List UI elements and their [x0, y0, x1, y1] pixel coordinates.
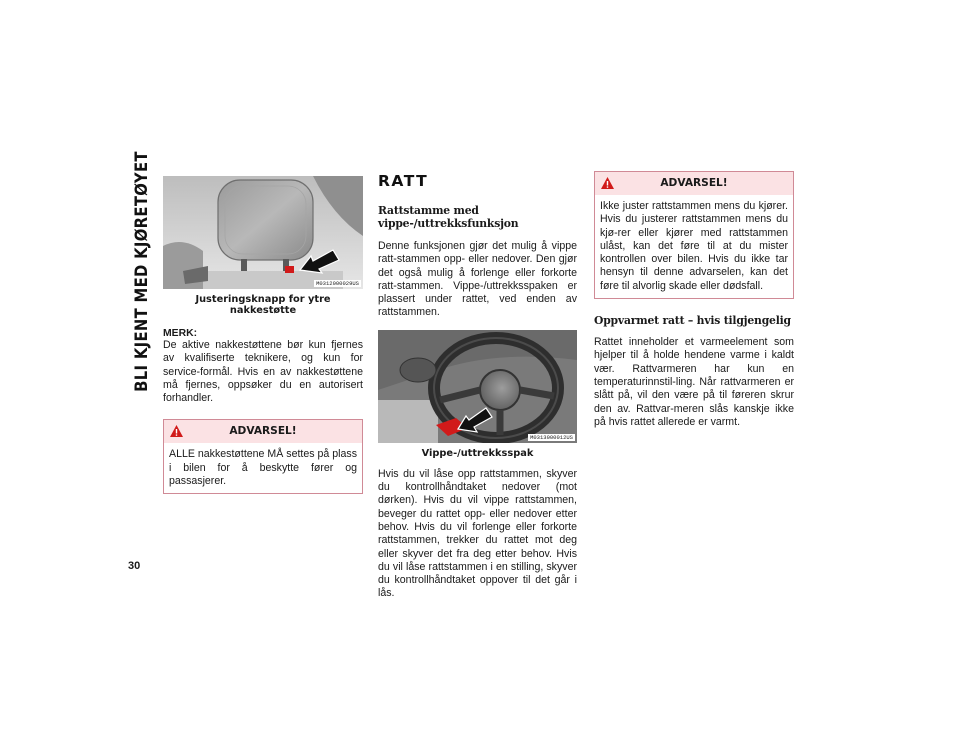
warning-box [594, 171, 794, 299]
intro-text: Denne funksjonen gjør det mulig å vippe ratt-stammen opp- eller nedover. Den gjør det også mulig å forlenge eller forkorte ratt-stammen. Vippe-/uttrekksspaken er plassert under rattet, ved enden av rattstammen. [378, 240, 577, 319]
warning-box [163, 419, 363, 494]
section-heading: RATT [378, 172, 429, 190]
image-code: M0313000012US [530, 433, 573, 441]
side-section-title-text: BLI KJENT MED KJØRETØYET [131, 150, 151, 392]
warning-text: ALLE nakkestøttene MÅ settes på plass i bilen for å beskytte fører og passasjerer. [169, 448, 357, 488]
steering-body-text: Hvis du vil låse opp rattstammen, skyver du kontrollhåndtaket nedover (mot dørken). Hvis du vil vippe rattstammen, beveger du rattet opp- eller nedover etter behov. Hvis du vil forlenge eller forkorte rattstammen, trekker du rattet mot deg eller skyver det fra deg etter behov. Hvis du vil låse rattstammen i en stilling, skyver du kontrollhåndtaket oppover til det går i lås. [378, 467, 577, 600]
note-title: MERK: [163, 328, 198, 339]
headrest-caption: Justeringsknapp for ytre nakkestøtte [195, 294, 331, 316]
image-code: M0312000029US [316, 280, 359, 287]
page-number: 30 [128, 560, 141, 572]
subsection-heading: Oppvarmet ratt – hvis tilgjengelig [594, 314, 791, 328]
warning-header [595, 172, 793, 195]
column-middle [378, 172, 577, 601]
warning-text: Ikke juster rattstammen mens du kjører. Hvis du justerer rattstammen mens du kjø-rer eller kjører med rattstammen ulåst, kan det føre til at du mister kontrollen over bilen. Hvis du ikke tar hensyn til denne advarselen, kan det føre til alvorlig skade eller dødsfall. [600, 200, 788, 292]
steering-lever-caption: Vippe-/uttrekksspak [421, 447, 534, 459]
side-section-title [124, 150, 158, 392]
warning-title: ADVARSEL! [229, 425, 297, 438]
note-text: De aktive nakkestøttene bør kun fjernes av kvalifiserte teknikere, og kun for service-formål. Hvis en av nakkestøttene må fjernes, oppsøker du en autorisert forhandler. [163, 339, 363, 405]
steering-lever-photo [378, 330, 577, 443]
column-left [163, 176, 363, 494]
warning-title: ADVARSEL! [660, 177, 728, 189]
warning-triangle-icon [169, 424, 184, 438]
subsection-heading: Rattstamme med vippe-/uttrekksfunksjon [378, 204, 519, 230]
headrest-photo [163, 176, 363, 289]
warning-header [164, 420, 362, 443]
warning-triangle-icon [600, 176, 615, 190]
column-right [594, 171, 794, 429]
heated-wheel-text: Rattet inneholder et varmeelement som hjelper til å holde hendene varme i kaldt vær. Rattvarmeren har kun en temperaturinnstil-ling. Når rattvarmeren er slått på, vil den være på til føreren skrur den av. Rattvar-meren slås kanskje ikke på hvis rattet allerede er varmt. [594, 336, 794, 428]
